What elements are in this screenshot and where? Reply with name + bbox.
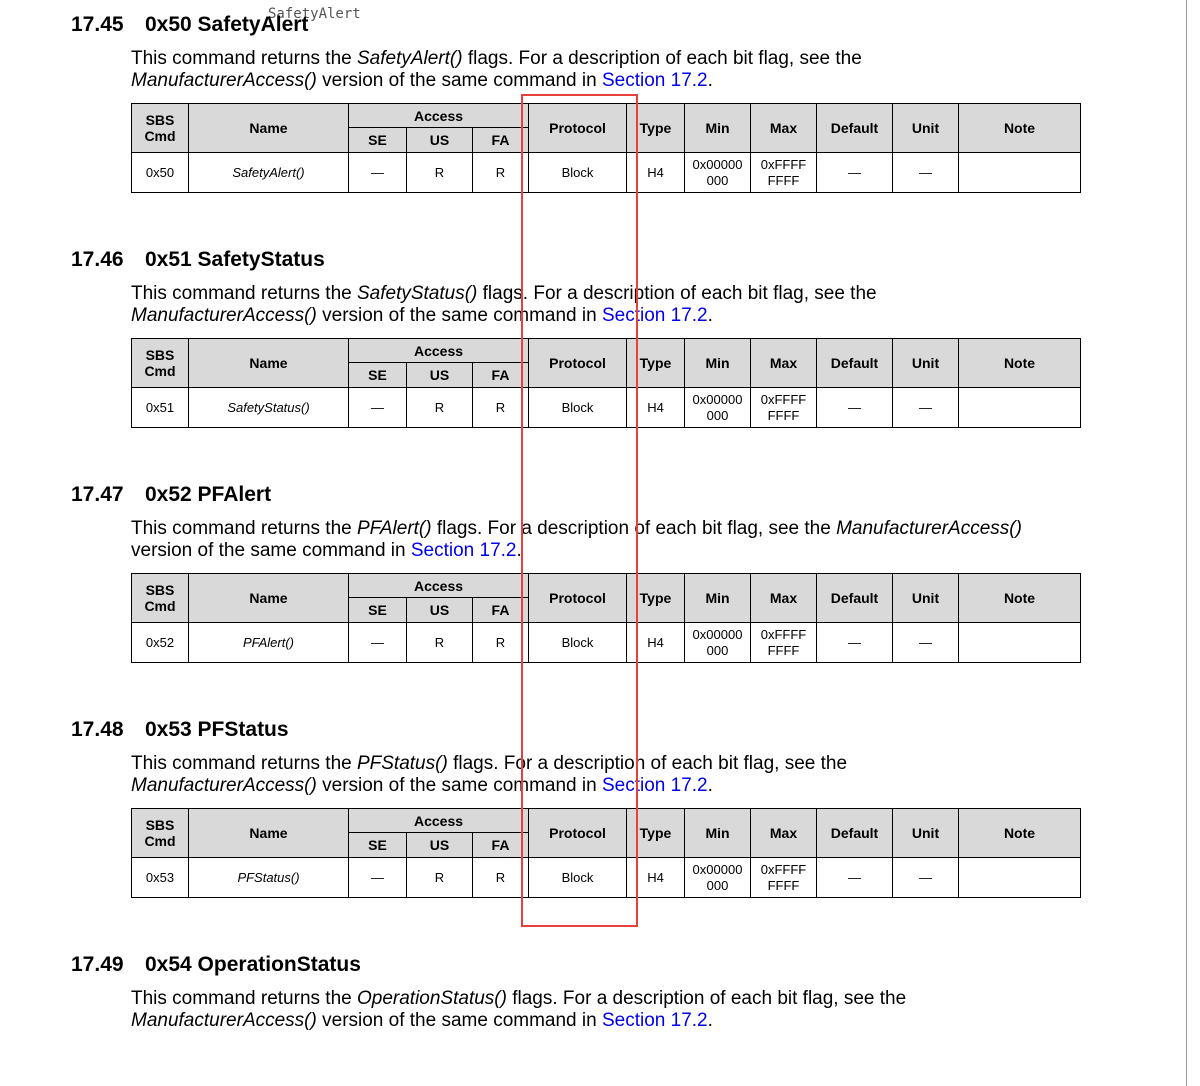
table-row <box>132 858 1081 898</box>
header-max: Max <box>751 574 817 623</box>
header-protocol: Protocol <box>529 809 627 858</box>
function-name: OperationStatus() <box>356 988 507 1009</box>
cell-default: — <box>817 623 893 663</box>
cell-unit: — <box>893 388 959 428</box>
cell-type: H4 <box>627 153 685 193</box>
cell-se: — <box>349 153 407 193</box>
section-heading <box>71 13 308 37</box>
header-fa: FA <box>473 363 529 388</box>
header-type: Type <box>627 339 685 388</box>
header-access: Access <box>349 809 529 833</box>
cell-type: H4 <box>627 623 685 663</box>
cell-max: 0xFFFF FFFF <box>751 388 817 428</box>
page-right-edge <box>1186 0 1200 1086</box>
cell-min: 0x00000 000 <box>685 388 751 428</box>
cell-type: H4 <box>627 858 685 898</box>
cell-min: 0x00000 000 <box>685 153 751 193</box>
header-unit: Unit <box>893 104 959 153</box>
header-sbs-cmd: SBS Cmd <box>132 104 189 153</box>
section-heading <box>71 953 361 977</box>
cell-fa: R <box>473 623 529 663</box>
header-protocol: Protocol <box>529 574 627 623</box>
header-min: Min <box>685 339 751 388</box>
section-link[interactable]: Section 17.2 <box>410 540 517 561</box>
section-description: This command returns the SafetyAlert() flags. For a description of each bit flag, see the ManufacturerAccess() version of the same command in Section 17.2. <box>131 48 862 91</box>
section-title: 0x50 SafetyAlert <box>145 13 309 36</box>
header-min: Min <box>685 574 751 623</box>
header-default: Default <box>817 104 893 153</box>
cell-se: — <box>349 858 407 898</box>
cell-cmd: 0x50 <box>132 153 189 193</box>
section-description: This command returns the PFStatus() flags. For a description of each bit flag, see the ManufacturerAccess() version of the same command in Section 17.2. <box>131 753 848 796</box>
section-number: 17.47 <box>71 483 124 506</box>
cell-name: SafetyStatus() <box>189 388 349 428</box>
cell-default: — <box>817 858 893 898</box>
manufacturer-access-ref: ManufacturerAccess() <box>836 518 1022 539</box>
cell-max: 0xFFFF FFFF <box>751 858 817 898</box>
cell-unit: — <box>893 153 959 193</box>
header-default: Default <box>817 574 893 623</box>
cell-min: 0x00000 000 <box>685 858 751 898</box>
function-name: PFStatus() <box>356 753 448 774</box>
section-description: This command returns the SafetyStatus() flags. For a description of each bit flag, see the ManufacturerAccess() version of the same command in Section 17.2. <box>131 283 877 326</box>
table-row <box>132 388 1081 428</box>
cell-us: R <box>407 623 473 663</box>
cell-us: R <box>407 388 473 428</box>
section-number: 17.46 <box>71 248 124 271</box>
header-se: SE <box>349 363 407 388</box>
section-number: 17.45 <box>71 13 124 36</box>
cell-default: — <box>817 153 893 193</box>
section-title: 0x53 PFStatus <box>145 718 289 741</box>
cell-protocol: Block <box>529 858 627 898</box>
header-max: Max <box>751 809 817 858</box>
header-max: Max <box>751 104 817 153</box>
header-note: Note <box>959 104 1081 153</box>
function-name: SafetyAlert() <box>356 48 463 69</box>
section-link[interactable]: Section 17.2 <box>601 70 708 91</box>
header-us: US <box>407 598 473 623</box>
header-fa: FA <box>473 833 529 858</box>
cell-protocol: Block <box>529 388 627 428</box>
header-type: Type <box>627 809 685 858</box>
section-heading <box>71 718 289 742</box>
function-name: SafetyStatus() <box>356 283 478 304</box>
header-sbs-cmd: SBS Cmd <box>132 339 189 388</box>
header-se: SE <box>349 598 407 623</box>
cell-note <box>959 388 1081 428</box>
cell-cmd: 0x52 <box>132 623 189 663</box>
cell-se: — <box>349 388 407 428</box>
cell-protocol: Block <box>529 153 627 193</box>
cell-type: H4 <box>627 388 685 428</box>
header-unit: Unit <box>893 339 959 388</box>
header-name: Name <box>189 574 349 623</box>
section-description: This command returns the OperationStatus() flags. For a description of each bit flag, see the ManufacturerAccess() version of the same command in Section 17.2. <box>131 988 907 1031</box>
header-default: Default <box>817 809 893 858</box>
header-type: Type <box>627 574 685 623</box>
header-note: Note <box>959 809 1081 858</box>
cell-fa: R <box>473 388 529 428</box>
header-min: Min <box>685 809 751 858</box>
section-heading <box>71 483 271 507</box>
cell-se: — <box>349 623 407 663</box>
header-type: Type <box>627 104 685 153</box>
command-table <box>131 338 1081 428</box>
cell-protocol: Block <box>529 623 627 663</box>
cell-note <box>959 858 1081 898</box>
header-default: Default <box>817 339 893 388</box>
cell-fa: R <box>473 153 529 193</box>
header-protocol: Protocol <box>529 339 627 388</box>
cell-fa: R <box>473 858 529 898</box>
section-number: 17.49 <box>71 953 124 976</box>
header-protocol: Protocol <box>529 104 627 153</box>
section-number: 17.48 <box>71 718 124 741</box>
table-row <box>132 623 1081 663</box>
cell-us: R <box>407 153 473 193</box>
cell-unit: — <box>893 623 959 663</box>
header-se: SE <box>349 833 407 858</box>
section-title: 0x52 PFAlert <box>145 483 272 506</box>
cell-cmd: 0x53 <box>132 858 189 898</box>
header-sbs-cmd: SBS Cmd <box>132 809 189 858</box>
command-table <box>131 103 1081 193</box>
cell-cmd: 0x51 <box>132 388 189 428</box>
manufacturer-access-ref: ManufacturerAccess() <box>131 305 317 326</box>
cell-name: PFStatus() <box>189 858 349 898</box>
section-link[interactable]: Section 17.2 <box>601 775 708 796</box>
header-us: US <box>407 363 473 388</box>
header-note: Note <box>959 339 1081 388</box>
manufacturer-access-ref: ManufacturerAccess() <box>131 1010 317 1031</box>
section-link[interactable]: Section 17.2 <box>601 305 708 326</box>
section-title: 0x54 OperationStatus <box>145 953 361 976</box>
header-name: Name <box>189 104 349 153</box>
manufacturer-access-ref: ManufacturerAccess() <box>131 70 317 91</box>
header-max: Max <box>751 339 817 388</box>
cell-min: 0x00000 000 <box>685 623 751 663</box>
manufacturer-access-ref: ManufacturerAccess() <box>131 775 317 796</box>
header-unit: Unit <box>893 809 959 858</box>
cell-max: 0xFFFF FFFF <box>751 623 817 663</box>
header-sbs-cmd: SBS Cmd <box>132 574 189 623</box>
cell-note <box>959 623 1081 663</box>
cell-name: PFAlert() <box>189 623 349 663</box>
header-min: Min <box>685 104 751 153</box>
header-access: Access <box>349 104 529 128</box>
hover-tooltip: SafetyAlert <box>268 6 361 22</box>
red-highlight-box <box>521 94 638 927</box>
section-link[interactable]: Section 17.2 <box>601 1010 708 1031</box>
header-fa: FA <box>473 128 529 153</box>
section-title: 0x51 SafetyStatus <box>145 248 325 271</box>
cell-name: SafetyAlert() <box>189 153 349 193</box>
command-table <box>131 573 1081 663</box>
cell-default: — <box>817 388 893 428</box>
function-name: PFAlert() <box>356 518 432 539</box>
header-name: Name <box>189 809 349 858</box>
section-description: This command returns the PFAlert() flags. For a description of each bit flag, see the ManufacturerAccess() version of the same command in Section 17.2. <box>131 518 1022 561</box>
cell-note <box>959 153 1081 193</box>
header-name: Name <box>189 339 349 388</box>
section-heading <box>71 248 325 272</box>
header-access: Access <box>349 574 529 598</box>
header-fa: FA <box>473 598 529 623</box>
header-us: US <box>407 833 473 858</box>
header-unit: Unit <box>893 574 959 623</box>
header-us: US <box>407 128 473 153</box>
table-row <box>132 153 1081 193</box>
cell-us: R <box>407 858 473 898</box>
header-se: SE <box>349 128 407 153</box>
cell-unit: — <box>893 858 959 898</box>
command-table <box>131 808 1081 898</box>
header-access: Access <box>349 339 529 363</box>
header-note: Note <box>959 574 1081 623</box>
cell-max: 0xFFFF FFFF <box>751 153 817 193</box>
